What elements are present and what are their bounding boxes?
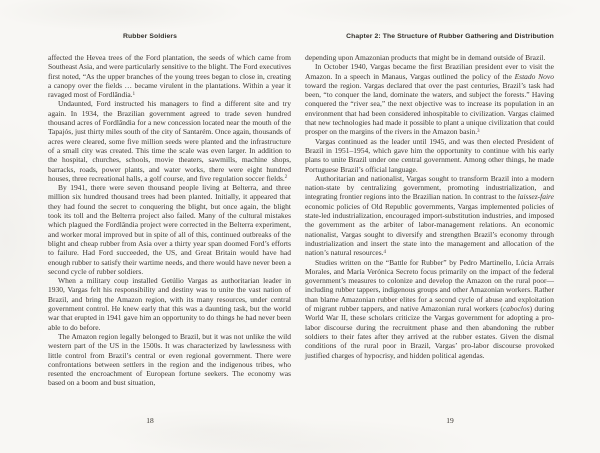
- left-page-number: 18: [146, 416, 154, 425]
- text-run: ) during World War II, these scholars criticize the Vargas government for adopting a pro-labor discourse during the recruitment phase and then abandoning the rubber soldiers to their fates after they arrived at the rubber estates. Given the dismal conditions of the rural poor in Brazil, Vargas’ pro-labor discourse provoked justified charges of hypocrisy, and hidden political agendas.: [305, 304, 554, 360]
- footnote-ref: 2: [284, 175, 288, 181]
- text-run: The Amazon region legally belonged to Brazil, but it was not unlike the wild western part of the US in the 1500s. It was characterized by lawlessness with little control from Brazil’s central or even regional government. There were confrontations between settlers in the region and the indigenous tribes, who resented the encroachment of European fortune seekers. The economy was based on a boom and bust situation,: [48, 331, 291, 388]
- text-run: By 1941, there were seven thousand people living at Belterra, and three million six hundred thousand trees had been planted. Initially, it appeared that they had found the secret to conquering the blight, but once again, the blight took its toll and the Belterra project also failed. Many of the cultural mistakes which plagued the Fordlândia project were corrected in the Belterra experiment, and worker moral improved but in spite of all of this, continued outbreaks of the blight and cheap rubber from Asia over a thirty year span doomed Ford’s efforts to failure. Had Ford succeeded, the US, and Great Britain would have had enough rubber to satisfy their wartime needs, and there would have never been a second cycle of rubber soldiers.: [48, 183, 291, 276]
- paragraph: [48, 276, 291, 332]
- right-page-number: 19: [446, 416, 454, 425]
- footnote-ref: 1: [132, 91, 135, 97]
- paragraph: [305, 53, 554, 62]
- paragraph: [48, 53, 291, 99]
- text-run: depending upon Amazonian products that might be in demand outside of Brazil.: [305, 53, 546, 62]
- right-page-body: [305, 53, 554, 360]
- italic-run: laissez-faire: [517, 192, 554, 202]
- text-run: When a military coup installed Getúlio Vargas as authoritarian leader in 1930, Vargas felt his responsibility and destiny was to unite the vast nation of Brazil, and bring the Amazon region, with its many resources, under central government control. He knew early that this was a daunting task, but the world war that erupted in 1941 gave him an opportunity to do things he had never been able to do before.: [48, 276, 291, 332]
- text-run: toward the region. Vargas declared that over the past centuries, Brazil’s task had been, “to conquer the land, dominate the waters, and subject the forests.” Having conquered the “river sea,” the next objective was to increase its population in an environment that had been considered inhospitable to civilization. Vargas claimed that new technologies had made it possible to plant a unique civilization that could prosper on the margins of the rivers in the Amazon basin.: [305, 80, 554, 137]
- text-run: affected the Hevea trees of the Ford plantation, the seeds of which came from Southeast Asia, and were particularly sensitive to the blight. The Ford executives first noted, “As the upper branches of the young trees began to close in, creating a canopy over the fields … became virulent in the plantations. Within a year it ravaged most of Fordlândia.: [48, 53, 291, 100]
- paragraph: [305, 62, 554, 136]
- text-run: Undaunted, Ford instructed his managers to find a different site and try again. In 1934, the Brazilian government agreed to trade seven hundred thousand acres of Fordlândia for a new concession located near the mouth of the Tapajós, just thirty miles south of the city of Santarém. Once again, thousands of acres were cleared, some five million seeds were planted and the infrastructure of a small city was created. This time the scale was even larger. In addition to the hospital, churches, schools, movie theaters, sawmills, machine shops, barracks, roads, power plants, and water works, there were eight hundred houses, three recreational halls, a golf course, and five regulation soccer fields.: [48, 99, 291, 183]
- paragraph: [48, 99, 291, 183]
- left-page-body: [48, 53, 291, 388]
- paragraph: [305, 258, 554, 360]
- paragraph: [48, 332, 291, 388]
- left-running-head: Rubber Soldiers: [123, 33, 177, 40]
- paragraph: [305, 137, 554, 174]
- italic-run: Estado Novo: [514, 71, 554, 81]
- text-run: Vargas continued as the leader until 1945, and was then elected President of Brazil in 1951–1954, which gave him the opportunity to continue with his early plans to unite Brazil under one central government. Among other things, he made Portuguese Brazil’s official language.: [305, 136, 554, 174]
- paragraph: [305, 174, 554, 258]
- text-run: In October 1940, Vargas became the first Brazilian president ever to visit the Amazon. In a speech in Manaus, Vargas outlined the policy of the: [305, 62, 554, 81]
- right-running-head: Chapter 2: The Structure of Rubber Gathering and Distribution: [346, 33, 554, 40]
- italic-run: caboclos: [502, 304, 530, 314]
- text-run: economic policies of Old Republic governments, Vargas implemented policies of state-led industrialization, encouraged import-substitution industries, and imposed the government as the arbiter of labor-management relations. An economic nationalist, Vargas sought to diversify and strengthen Brazil’s economy through industrialization and insert the state into the management and allocation of the nation’s natural resources.: [305, 201, 554, 258]
- footnote-ref: 3: [477, 128, 480, 134]
- footnote-ref: 4: [383, 249, 386, 255]
- text-run: Authoritarian and nationalist, Vargas sought to transform Brazil into a modern nation-state by centralizing government, promoting industrialization, and integrating frontier regions into the Brazilian nation. In contrast to the: [305, 173, 554, 202]
- paragraph: [48, 183, 291, 276]
- text-run: Studies written on the “Battle for Rubber” by Pedro Martinello, Lúcia Arraís Morales, and María Verónica Secreto focus primarily on the impact of the federal government’s measures to colonize and develop the Amazon on the rural poor—including rubber tappers, indigenous groups and other Amazonian workers. Rather than blame Amazonian rubber elites for a second cycle of abuse and exploitation of migrant rubber tappers, and native Amazonian rural workers (: [305, 257, 554, 314]
